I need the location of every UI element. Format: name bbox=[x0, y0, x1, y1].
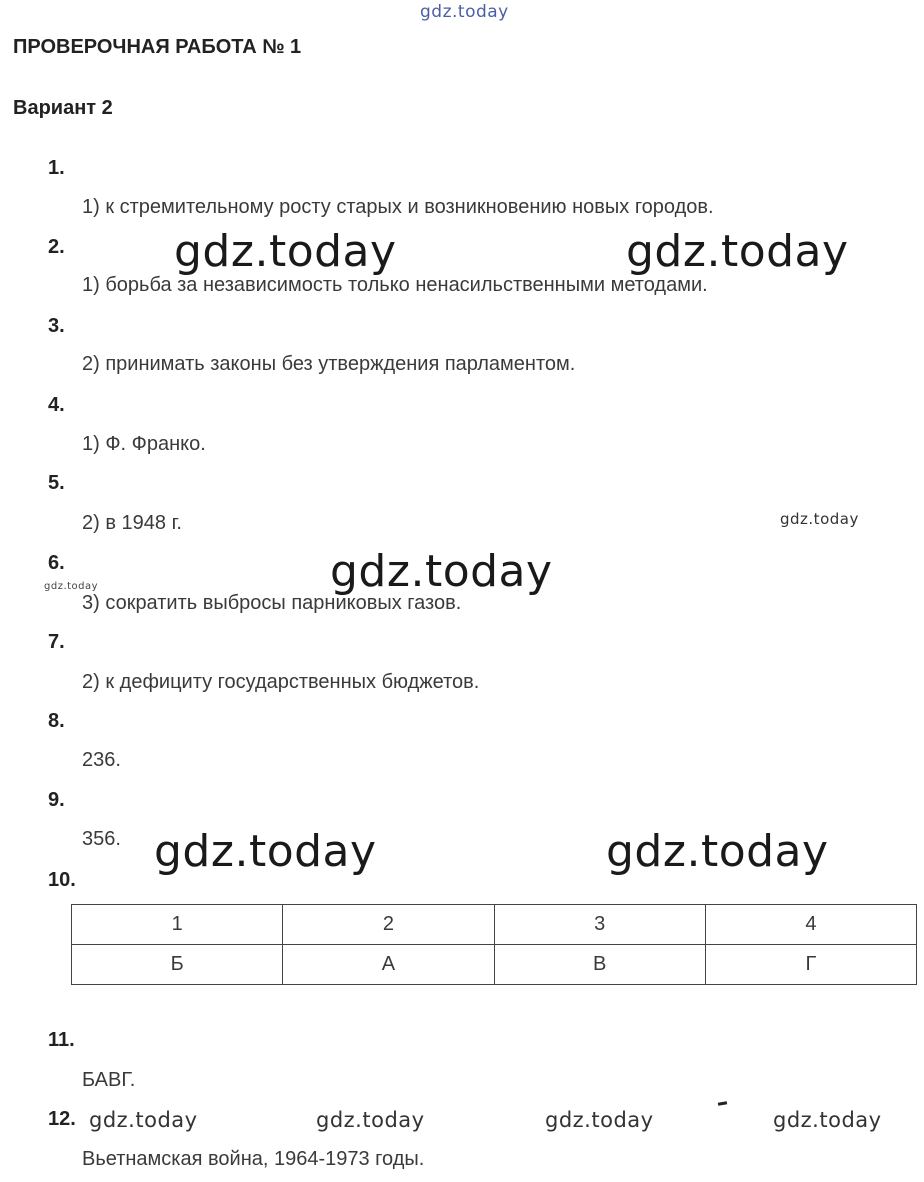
table-cell: 2 bbox=[283, 905, 494, 945]
watermark: gdz.today bbox=[420, 2, 509, 22]
question-number: 4. bbox=[48, 394, 65, 416]
watermark: gdz.today bbox=[154, 826, 377, 877]
watermark: gdz.today bbox=[780, 510, 859, 528]
table-cell: В bbox=[494, 945, 705, 985]
table-header-row bbox=[72, 905, 917, 945]
watermark: gdz.today bbox=[773, 1108, 882, 1132]
question-number: 9. bbox=[48, 789, 65, 811]
question-number: 8. bbox=[48, 710, 65, 732]
question-number: 3. bbox=[48, 315, 65, 337]
question-answer: 2) к дефициту государственных бюджетов. bbox=[82, 671, 480, 693]
question-number: 10. bbox=[48, 869, 76, 891]
watermark: gdz.today bbox=[606, 826, 829, 877]
stray-mark bbox=[718, 1101, 727, 1106]
question-answer: 1) борьба за независимость только ненасильственными методами. bbox=[82, 274, 708, 296]
watermark: gdz.today bbox=[316, 1108, 425, 1132]
question-answer: 2) принимать законы без утверждения парламентом. bbox=[82, 353, 576, 375]
question-answer: 236. bbox=[82, 749, 121, 771]
watermark: gdz.today bbox=[545, 1108, 654, 1132]
question-answer: 1) к стремительному росту старых и возникновению новых городов. bbox=[82, 196, 714, 218]
question-answer: БАВГ. bbox=[82, 1069, 136, 1091]
table-cell: 3 bbox=[494, 905, 705, 945]
question-answer: Вьетнамская война, 1964-1973 годы. bbox=[82, 1148, 425, 1170]
watermark: gdz.today bbox=[330, 546, 553, 597]
question-number: 2. bbox=[48, 236, 65, 258]
variant-heading: Вариант 2 bbox=[13, 97, 113, 119]
table-cell: 4 bbox=[705, 905, 916, 945]
watermark: gdz.today bbox=[89, 1108, 198, 1132]
watermark: gdz.today bbox=[44, 581, 99, 592]
question-number: 7. bbox=[48, 631, 65, 653]
table-cell: А bbox=[283, 945, 494, 985]
table-cell: 1 bbox=[72, 905, 283, 945]
table-row bbox=[72, 945, 917, 985]
watermark: gdz.today bbox=[626, 226, 849, 277]
matching-table bbox=[71, 904, 917, 985]
question-answer: 3) сократить выбросы парниковых газов. bbox=[82, 592, 462, 614]
page-title: ПРОВЕРОЧНАЯ РАБОТА № 1 bbox=[13, 36, 302, 58]
question-number: 1. bbox=[48, 157, 65, 179]
question-number: 5. bbox=[48, 472, 65, 494]
question-answer: 1) Ф. Франко. bbox=[82, 433, 206, 455]
watermark: gdz.today bbox=[174, 226, 397, 277]
question-number: 6. bbox=[48, 552, 65, 574]
question-answer: 2) в 1948 г. bbox=[82, 512, 182, 534]
table-cell: Б bbox=[72, 945, 283, 985]
question-answer: 356. bbox=[82, 828, 121, 850]
question-number: 11. bbox=[48, 1029, 75, 1051]
question-number: 12. bbox=[48, 1108, 76, 1130]
table-cell: Г bbox=[705, 945, 916, 985]
